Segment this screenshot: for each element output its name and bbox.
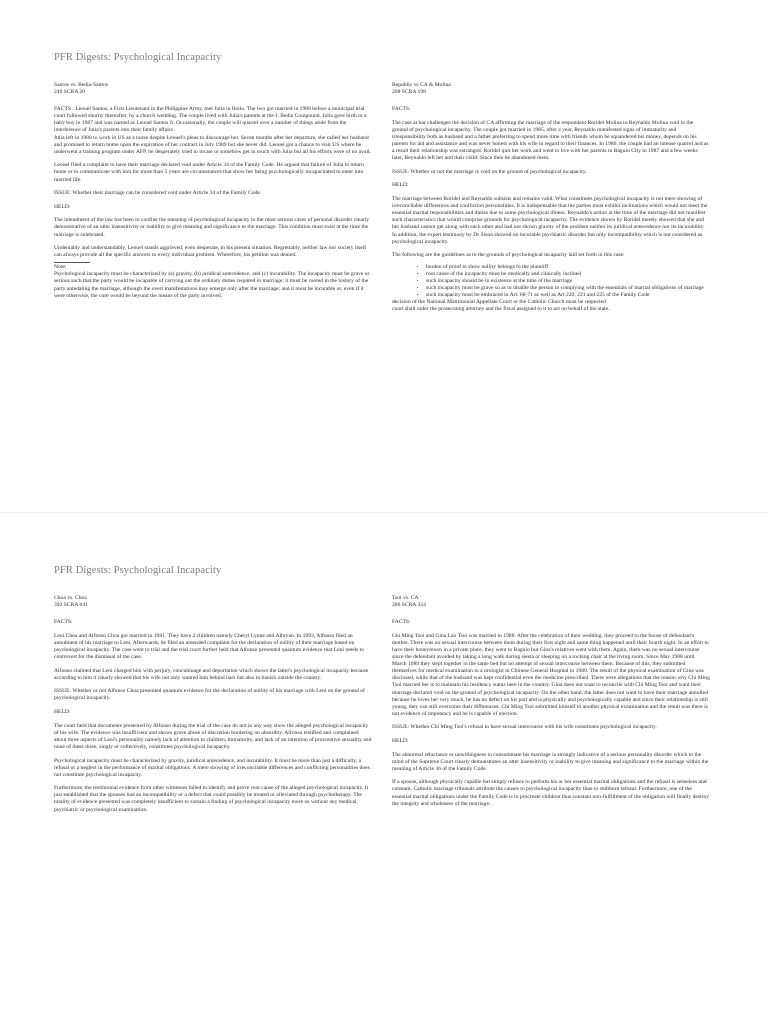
case-paragraph: Furthermore, the testimonial evidence from other witnesses failed to identify and prove root cause of the alleged psychological incapacity. It just established that the spouses had an incompatibility or a defect that could possibly be treated or alleviated through psychotherapy. The totality of evidence presented was completely insufficient to sustain a finding of psychological incapacity more so without any medical, psychiatric or psychological examination. (54, 785, 369, 813)
case-choa (54, 595, 372, 820)
case-paragraph: Chi Ming Tsoi and Gina Lao Tsoi was married in 1988. After the celebration of their wedding, they proceed to the house of defendant's mother. There was no sexual intercourse between them during their first night and same thing happened until their fourth night. In an effort to have their honeymoon in a private place, they went to Baguio but Gina's relatives went with them. Again, there was no sexual intercourse since the defendant avoided by taking a long walk during siesta or sleeping on a rocking chair at the living room. Since May 1988 until March 1989 they slept together in the same bed but no attempt of sexual intercourse between them. Because of this, they submitted themselves for medical examination to a urologist in Chinese General Hospital in 1989. The result of the physical examination of Gina was disclosed, while that of the husband was kept confidential even the medicine prescribed. There were allegations that the reason why Chi Ming Tsoi married her is to maintain his residency status here in the country. Gina does not want to reconcile with Chi Ming Tsoi and want their marriage declared void on the ground of psychological incapacity. On the other hand, the latter does not want to have their marriage annulled because he loves her very much, he has no defect on his part and is physically and psychologically capable and since their relationship is still young, they can still overcome their differences. Chi Ming Tsoi submitted himself to another physical examination and the result was there is not evidence of impotency and he is capable of erection. (392, 632, 710, 717)
case-paragraph: FACTS: (392, 106, 411, 113)
case-paragraph: ISSUE: Whether their marriage can be considered void under Article 34 of the Family Code. (54, 190, 262, 197)
case-molina (392, 82, 710, 320)
case-paragraph: The abnormal reluctance or unwillingness to consummate his marriage is strongly indicative of a serious personality disorder which to the mind of the Supreme Court clearly demonstrates an utter insensitivity or inability to give meaning and significance to the marriage within the meaning of Article 36 of the Family Code. (392, 751, 709, 772)
case-paragraph: Alfonso claimed that Leni charged him with perjury, concubinage and deportation which shows the latter's psychological incapacity because according to him it clearly showed that his wife not only wanted him behind bars but also to banish outside the country. (54, 667, 369, 681)
digest-page-2 (0, 512, 768, 1025)
case-paragraph: Psychological incapacity must be characterized by gravity, juridical antecedence, and incurability. It must be more than just a difficulty, a refusal or a neglect in the performance of marital obligations. A mere showing of irreconcilable differences and conflicting personalities does not constitute psychological incapacity. (54, 757, 370, 778)
case-paragraph: HELD: (392, 182, 409, 189)
case-paragraph: ISSUE: Whether Chi Ming Tsoi's refusal to have sexual intercourse with his wife constitutes psychological incapacity. (392, 724, 657, 731)
case-paragraph: The case at bar challenges the decision of CA affirming the marriage of the respondent Roridel Molina to Reynaldo Molina void in the ground of psychological incapacity. The couple got married in 1985, after a year, Reynaldo manifested signs of immaturity and irresponsibility both as husband and a father preferring to spend more time with friends whom he squandered his money, depends on his parents for aid and assistance and was never honest with his wife in regard to their finances. In 1986, the couple had an intense quarrel and as a result their relationship was estranged. Roridel quit her work and went to live with her parents in Baguio City in 1987 and a few weeks later, Reynaldo left her and their child. Since then he abandoned them. (392, 119, 709, 162)
page-header: PFR Digests: Psychological Incapacity (54, 565, 222, 576)
case-paragraph: HELD: (392, 738, 409, 744)
case-paragraph: ISSUE: Whether or not Alfonso Choa presented quantum evidence for the declaration of nullity of his marriage with Leni on the ground of psychological incapacity. (54, 688, 365, 702)
page-header: PFR Digests: Psychological Incapacity (54, 52, 222, 63)
case-paragraph: FACTS: (392, 619, 411, 626)
case-paragraph: Leni Choa and Alfonso Choa got married in 1981. They have 2 children namely Cheryl Lynne and Albryan. In 1993, Alfonso filed an annulment of his marriage to Leni. Afterwards, he filed an amended complaint for the declaration of nullity of their marriage based on psychological incapacity. The case went to trial and the trial court further held that Alfonso presented quantum evidence that Leni needs to controvert for the dismissal of the case. (54, 632, 364, 661)
case-citation: Tsoi vs. CA 266 SCRA 324 (392, 595, 426, 609)
case-paragraph: decision of the National Matrimonial Appellate Court or the Catholic Church must be respected court shall order the prosecuting attorney and the fiscal assigned to it to act on behalf of the state. (392, 299, 610, 313)
list-item: • such incapacity must be grave so as to disable the person in complying with the essentials of marital obligations of marriage (426, 285, 710, 292)
case-paragraph: ISSUE: Whether or not the marriage is void on the ground of psychological incapacity. (392, 168, 587, 175)
list-item: • such incapacity should be in existence at the time of the marriage (426, 278, 710, 285)
case-paragraph: FACTS: (54, 619, 73, 626)
case-paragraph: If a spouse, although physically capable but simply refuses to perform his or her essential marital obligations and the refusal is senseless and constant, Catholic marriage tribunals attribute the causes to psychological incapacity than to stubborn refusal. Furthermore, one of the essential marital obligations under the Family Code is to procreate children thus constant non-fulfillment of the obligation will finally destroy the integrity and wholeness of the marriage. (392, 779, 710, 807)
case-citation: Republic vs CA & Molina 268 SCRA 198 (392, 82, 451, 96)
case-paragraph: HELD: (54, 203, 71, 210)
note-divider (54, 262, 90, 263)
case-tsoi (392, 595, 710, 814)
note-label: Note: (54, 264, 67, 271)
case-paragraph: FACTS : Leouel Santos, a First Lieutenant in the Philippine Army, met Julia in Iloilo. The two got married in 1986 before a municipal trial court followed shortly thereafter, by a church wedding. The couple lived with Julia's parents at the J. Bedia Compound. Julia gave birth to a baby boy in 1987 and was named as Leouel Santos Jr. Occasionally, the couple will quarrel over a number of things aside from the interference of Julia's parents into their family affairs . Julia left in 1988 to work in US as a nurse despite Leouel's pleas to discourage her. Seven months after her departure, she called her husband and promised to return home upon the expiration of her contract in July 1989 but she never did. Leouel got a chance to visit US where he underwent a training program under AFP, he desperately tried to locate or somehow get in touch with Julia but all his efforts were of no avail. (54, 106, 371, 155)
digest-page-1 (0, 0, 768, 512)
case-paragraph: Leouel filed a complaint to have their marriage declared void under Article 34 of the Family Code. He argued that failure of Julia to return home or to communicate with him for more than 5 years are circumstances that show her being psychologically incapacitated to enter into married life. (54, 162, 364, 183)
case-santos (54, 82, 372, 306)
case-paragraph: Undeniably and understandably, Leouel stands aggrieved, even desperate, in his present situation. Regrettably, neither law nor society itself can always provide all the specific answers to every individual problem. Wherefore, his petition was denied. (54, 245, 367, 259)
case-paragraph: The intendment of the law has been to confine the meaning of psychological incapacity to the most serious cases of personal disorder clearly demonstrative of an utter insensitivity or inability to give meaning and significance to the marriage. This condition must exist at the time the marriage is celebrated. (54, 217, 370, 238)
list-item: • such incapacity must be embraced in Art. 68-71 as well as Art 220, 221 and 225 of the Family Code (426, 292, 710, 299)
case-paragraph: The following are the guidelines as to the grounds of psychological incapacity laid set forth in this case: (392, 252, 625, 259)
note-text: Psychological incapacity must be characterized by (a) gravity, (b) juridical antecedence, and (c) incurability. The incapacity must be grave or serious such that the party would be incapable of carrying out the ordinary duties required in marriage; it must be rooted in the history of the party antedating the marriage, although the overt manifestations may emerge only after the marriage; and it must be incurable or, even if it were otherwise, the cure would be beyond the means of the party involved. (54, 271, 370, 299)
case-paragraph: The court held that documents presented by Alfonso during the trial of the case do not in any way show the alleged psychological incapacity of his wife. The evidence was insufficient and shows grave abuse of discretion bordering on absurdity. Alfonso testified and complained about three aspects of Leni's personality namely lack of attention to children, immaturity, and lack of an intention of procreative sexuality and none of these three, singly or collectively, constitutes psychological incapacity. (54, 722, 372, 750)
case-citation: Choa vs. Choa 392 SCRA 641 (54, 595, 88, 609)
list-item: • root cause of the incapacity must be medically and clinically inclined (426, 271, 710, 278)
case-paragraph: HELD: (54, 709, 71, 716)
list-item: • burden of proof to show nullity belongs to the plaintiff (426, 264, 710, 271)
guidelines-list (392, 264, 710, 299)
case-paragraph: The marriage between Roridel and Reynaldo subsists and remains valid. What constitutes psychological incapacity is not mere showing of irreconcilable differences and confliction personalities. It is indispensable that the parties must exhibit inclinations which would not meet the essential marital responsibilities and duties due to some psychological illness. Reynaldo's action at the time of the marriage did not manifest such characteristics that would comprise grounds for psychological incapacity. The evidence shown by Roridel merely showed that she and her husband cannot get along with each other and had not shown gravity of the problem neither its juridical antecedence nor its incurability. In addition, the expert testimony by Dr Sison showed no incurable psychiatric disorder but only incompatibility which is not considered as psychological incapacity. (392, 196, 708, 245)
case-citation: Santos vs. Bedia-Santos 240 SCRA 20 (54, 82, 108, 96)
